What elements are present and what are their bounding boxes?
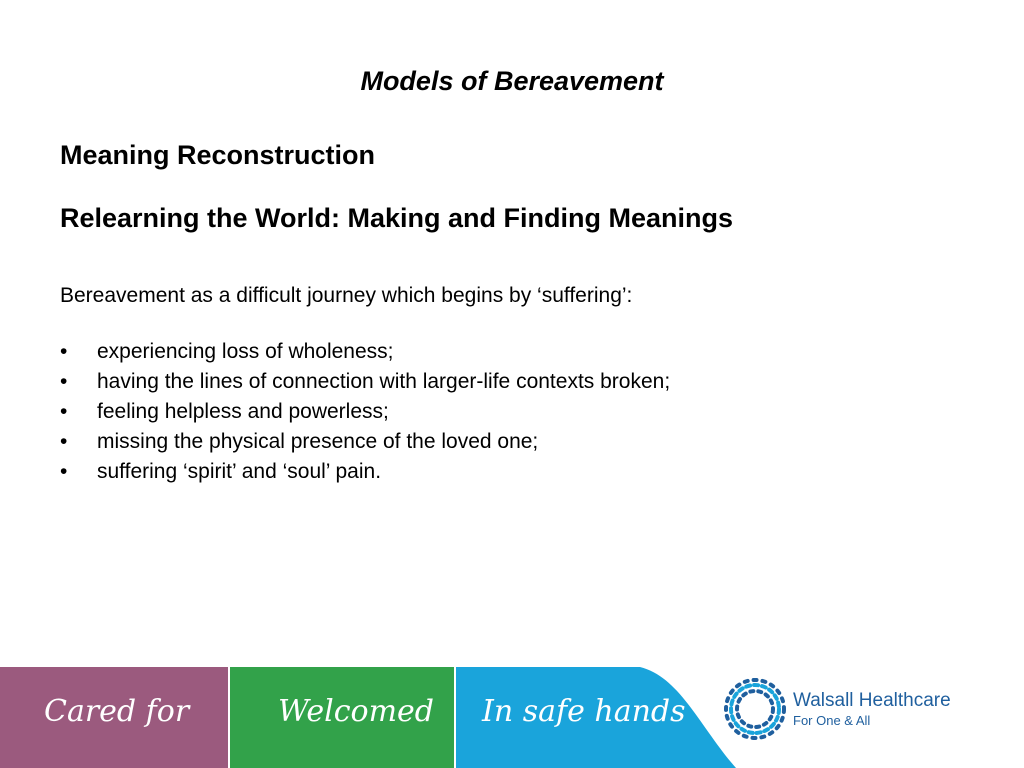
bullet-icon: • xyxy=(60,460,68,483)
bullet-icon: • xyxy=(60,400,68,423)
bullet-icon: • xyxy=(60,430,68,453)
bullet-text: suffering ‘spirit’ and ‘soul’ pain. xyxy=(97,460,382,483)
bullet-text: having the lines of connection with larger-life contexts broken; xyxy=(97,370,671,393)
intro-text: Bereavement as a difficult journey which begins by ‘suffering’: xyxy=(60,284,633,307)
slide-title: Models of Bereavement xyxy=(360,66,664,96)
bullet-text: missing the physical presence of the loved one; xyxy=(97,430,539,453)
footer-banner xyxy=(0,667,1024,768)
list-item xyxy=(60,397,670,427)
bullet-text: feeling helpless and powerless; xyxy=(97,400,389,423)
bullet-text: experiencing loss of wholeness; xyxy=(97,340,394,363)
brand-tagline: For One & All xyxy=(793,713,871,728)
list-item xyxy=(60,367,670,397)
band-label: Welcomed xyxy=(278,694,435,729)
band-label: Cared for xyxy=(44,694,190,729)
brand-name: Walsall Healthcare xyxy=(793,690,951,711)
list-item xyxy=(60,457,670,487)
footer-band-welcomed xyxy=(230,667,454,768)
list-item xyxy=(60,427,670,457)
footer-band-cared-for xyxy=(0,667,228,768)
bullet-icon: • xyxy=(60,370,68,393)
heading-relearning-the-world: Relearning the World: Making and Finding Meanings xyxy=(60,203,734,233)
bullet-list xyxy=(60,337,670,487)
heading-meaning-reconstruction: Meaning Reconstruction xyxy=(60,140,376,170)
list-item xyxy=(60,337,670,367)
band-label: In safe hands xyxy=(482,694,686,729)
bullet-icon: • xyxy=(60,340,68,363)
walsall-logo-icon xyxy=(722,676,788,742)
